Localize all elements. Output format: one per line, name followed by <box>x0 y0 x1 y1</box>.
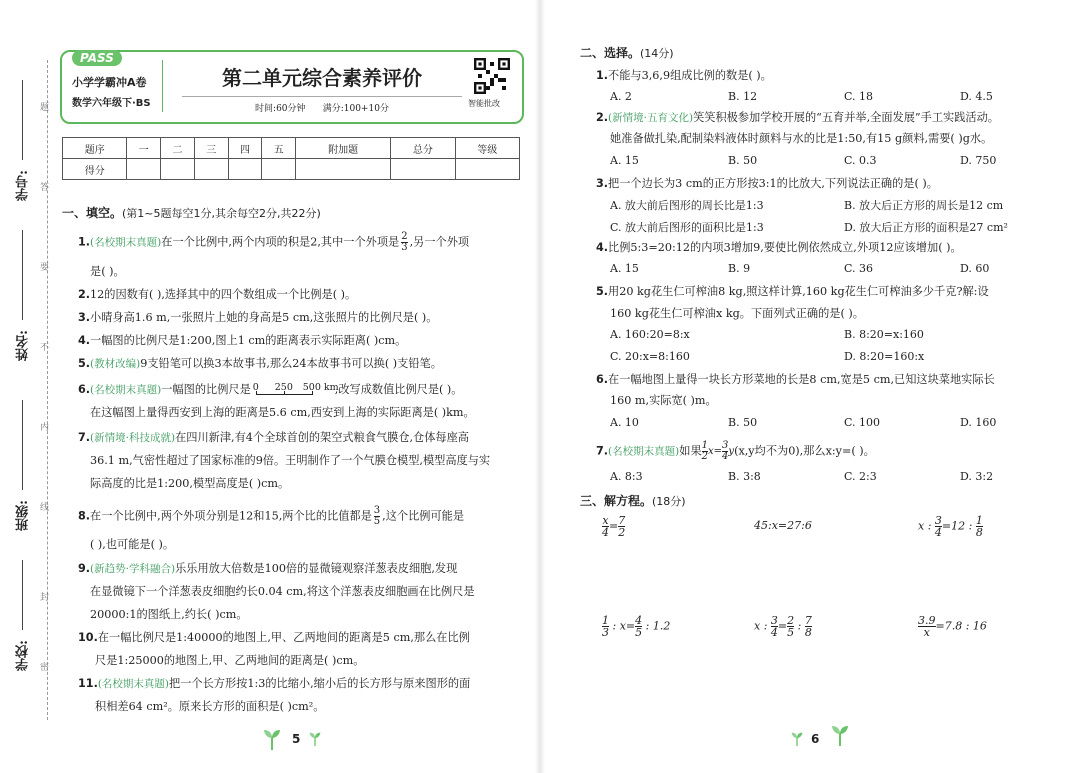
option-a[interactable]: A. 15 <box>610 154 639 167</box>
table-cell: 二 <box>161 138 195 159</box>
option-c[interactable]: C. 放大前后图形的面积比是1:3 <box>610 221 764 234</box>
score-table <box>62 137 520 180</box>
binding-char: 线 <box>40 503 50 513</box>
table-cell: 五 <box>262 138 296 159</box>
table-cell: 总分 <box>391 138 455 159</box>
question-9: 9.(新趋势·学科融合)乐乐用放大倍数是100倍的显微镜观察洋葱表皮细胞,发现 <box>78 562 458 575</box>
option-c[interactable]: C. 100 <box>844 416 881 429</box>
question-7: 7.(新情境·科技成就)在四川新津,有4个全球首创的架空式粮食气膜仓,仓体每座高 <box>78 431 469 444</box>
qr-label: 智能批改 <box>468 99 500 108</box>
choice-options-4 <box>610 262 1050 277</box>
question-9-cont2: 20000:1的图纸上,约长( )cm。 <box>90 608 248 621</box>
table-cell: 一 <box>127 138 161 159</box>
choice-options-3-row2 <box>610 219 1050 234</box>
exam-meta <box>182 96 462 114</box>
class-label: 班级: <box>16 500 31 531</box>
full-score: 满分:100+10分 <box>322 104 389 114</box>
table-cell: 题序 <box>63 138 127 159</box>
option-c[interactable]: C. 2:3 <box>844 470 877 483</box>
right-page <box>540 0 1080 773</box>
question-1-cont: 是( )。 <box>90 265 125 278</box>
option-d[interactable]: D. 750 <box>960 154 997 167</box>
sprout-icon <box>262 726 282 750</box>
choice-question-3: 3.把一个边长为3 cm的正方形按3:1的比放大,下列说法正确的是( )。 <box>596 177 938 190</box>
option-b[interactable]: B. 50 <box>728 154 758 167</box>
student-id-label: 学号: <box>16 170 31 201</box>
choice-question-2: 2.(新情境·五育文化)笑笑积极参加学校开展的“五育并举,全面发展”手工实践活动。 <box>596 111 999 124</box>
binding-char: 答 <box>40 183 50 193</box>
score-table-header-row <box>63 138 520 159</box>
equation-3: x : $\frac{3}{4}$ =12 : $\frac{1}{8}$ <box>918 514 983 539</box>
binding-char: 题 <box>40 103 50 113</box>
option-d[interactable]: D. 放大后正方形的面积是27 cm² <box>844 221 1008 234</box>
equation-4: $\frac{1}{3}$ : x= $\frac{4}{5}$ : 1.2 <box>602 614 671 639</box>
option-a[interactable]: A. 15 <box>610 262 639 275</box>
question-7-cont: 36.1 m,气密性超过了国家标准的9倍。王明制作了一个气膜仓模型,模型高度与实 <box>90 454 491 467</box>
binding-dashed-rule <box>47 60 48 720</box>
series-name: 小学学霸冲A卷 <box>72 76 147 89</box>
table-cell: 等级 <box>455 138 519 159</box>
option-b[interactable]: B. 9 <box>728 262 751 275</box>
sprout-icon <box>830 722 850 746</box>
question-10-cont: 尺是1:25000的地图上,甲、乙两地间的距离是( )cm。 <box>95 654 365 667</box>
option-d[interactable]: D. 8:20=160:x <box>844 350 925 363</box>
score-cell[interactable] <box>455 159 519 180</box>
time-limit: 时间:60分钟 <box>255 104 306 114</box>
question-3: 3.小晴身高1.6 m,一张照片上她的身高是5 cm,这张照片的比例尺是( )。 <box>78 311 438 324</box>
question-2: 2.12的因数有( ),选择其中的四个数组成一个比例是( )。 <box>78 288 357 301</box>
option-c[interactable]: C. 18 <box>844 90 874 103</box>
school-line <box>22 560 23 630</box>
choice-options-6 <box>610 416 1050 431</box>
question-5: 5.(教材改编)9支铅笔可以换3本故事书,那么24本故事书可以换( )支铅笔。 <box>78 357 442 370</box>
pass-logo: PASS <box>72 50 122 66</box>
fraction-3-5: $\frac{3}{5}$ <box>373 505 381 527</box>
equation-1: $\frac{x}{4}$ = $\frac{7}{2}$ <box>602 514 626 539</box>
binding-char: 密 <box>40 663 50 673</box>
exam-header <box>60 50 524 124</box>
option-d[interactable]: D. 4.5 <box>960 90 993 103</box>
qr-code-icon[interactable] <box>474 58 510 94</box>
question-6-cont: 在这幅图上量得西安到上海的距离是5.6 cm,西安到上海的实际距离是( )km。 <box>90 406 475 419</box>
equation-5: x : $\frac{3}{4}$ = $\frac{2}{5}$ : $\frac{7}{8}$ <box>754 614 812 639</box>
score-table-score-row <box>63 159 520 180</box>
binding-char: 封 <box>40 593 50 603</box>
fraction-2-3: $\frac{2}{3}$ <box>401 231 408 253</box>
choice-question-7: 7.(名校期末真题)如果 $\frac{1}{2}$ x= $\frac{3}{4}$ y(x,y均不为0),那么x:y=( )。 <box>596 440 875 462</box>
table-cell: 得分 <box>63 159 127 180</box>
score-cell[interactable] <box>161 159 195 180</box>
binding-char: 要 <box>40 263 50 273</box>
score-cell[interactable] <box>127 159 161 180</box>
question-4: 4.一幅图的比例尺是1:200,图上1 cm的距离表示实际距离( )cm。 <box>78 334 407 347</box>
binding-margin <box>0 60 60 740</box>
score-cell[interactable] <box>391 159 455 180</box>
class-line <box>22 400 23 490</box>
table-cell: 附加题 <box>296 138 391 159</box>
option-d[interactable]: D. 3:2 <box>960 470 994 483</box>
question-11: 11.(名校期末真题)把一个长方形按1:3的比缩小,缩小后的长方形与原来图形的面 <box>78 677 471 690</box>
question-8-cont: ( ),也可能是( )。 <box>90 538 175 551</box>
option-c[interactable]: C. 0.3 <box>844 154 877 167</box>
option-b[interactable]: B. 放大后正方形的周长是12 cm <box>844 199 1004 212</box>
section-title-fill-in: 一、填空。(第1~5题每空1分,其余每空2分,共22分) <box>62 206 321 220</box>
page-number: 5 <box>292 732 301 746</box>
choice-options-1 <box>610 90 1050 105</box>
choice-question-5-cont: 160 kg花生仁可榨油x kg。下面列式正确的是( )。 <box>610 307 864 320</box>
name-line <box>22 230 23 320</box>
option-a[interactable]: A. 160:20=8:x <box>610 328 690 341</box>
choice-options-5-row1 <box>610 328 1050 343</box>
option-b[interactable]: B. 50 <box>728 416 758 429</box>
choice-question-4: 4.比例5:3=20:12的内项3增加9,要使比例依然成立,外项12应该增加( )。 <box>596 241 962 254</box>
header-divider <box>162 60 163 112</box>
choice-options-3-row1 <box>610 197 1050 212</box>
score-cell[interactable] <box>194 159 228 180</box>
option-b[interactable]: B. 12 <box>728 90 758 103</box>
question-6: 6.(名校期末真题)一幅图的比例尺是 0 250 500 km ,改写成数值比例尺是( )。 <box>78 382 463 396</box>
score-cell[interactable] <box>296 159 391 180</box>
table-cell: 四 <box>228 138 262 159</box>
school-label: 学校: <box>16 640 31 671</box>
grade-label: 数学六年级下·BS <box>72 98 151 109</box>
option-c[interactable]: C. 36 <box>844 262 874 275</box>
sprout-icon <box>308 730 322 746</box>
option-a[interactable]: A. 8:3 <box>610 470 643 483</box>
choice-question-5: 5.用20 kg花生仁可榨油8 kg,照这样计算,160 kg花生仁可榨油多少千克?解:设 <box>596 285 989 298</box>
page-number: 6 <box>811 732 820 746</box>
student-id-line <box>22 80 23 160</box>
question-10: 10.在一幅比例尺是1:40000的地图上,甲、乙两地间的距离是5 cm,那么在比例 <box>78 631 470 644</box>
exam-title: 第二单元综合素养评价 <box>222 66 422 90</box>
option-d[interactable]: D. 160 <box>960 416 997 429</box>
option-c[interactable]: C. 20:x=8:160 <box>610 350 690 363</box>
option-a[interactable]: A. 10 <box>610 416 639 429</box>
question-1: 1.(名校期末真题)在一个比例中,两个内项的积是2,其中一个外项是 $\frac{2}{3}$ ,另一个外项 <box>78 231 470 253</box>
section-title-choice: 二、选择。(14分) <box>580 46 674 60</box>
choice-question-6-cont: 160 m,实际宽( )m。 <box>610 394 717 407</box>
option-a[interactable]: A. 2 <box>610 90 632 103</box>
choice-options-5-row2 <box>610 350 1050 365</box>
table-cell: 三 <box>194 138 228 159</box>
sprout-icon <box>790 730 804 746</box>
equation-6: $\frac{3.9}{x}$ =7.8 : 16 <box>918 614 987 639</box>
name-label: 姓名: <box>16 330 31 361</box>
line-scale: 0 250 500 km <box>252 382 339 393</box>
choice-question-2-cont: 她准备做扎染,配制染料液体时颜料与水的比是1:50,有15 g颜料,需要( )g水。 <box>610 132 993 145</box>
section-title-equations: 三、解方程。(18分) <box>580 494 686 508</box>
option-b[interactable]: B. 8:20=x:160 <box>844 328 924 341</box>
question-9-cont: 在显微镜下一个洋葱表皮细胞约长0.04 cm,将这个洋葱表皮细胞画在比例尺是 <box>90 585 475 598</box>
option-b[interactable]: B. 3:8 <box>728 470 761 483</box>
equation-2: 45:x=27:6 <box>754 519 812 532</box>
choice-options-2 <box>610 154 1050 169</box>
choice-question-1: 1.不能与3,6,9组成比例的数是( )。 <box>596 69 772 82</box>
option-d[interactable]: D. 60 <box>960 262 990 275</box>
binding-char: 内 <box>40 423 50 433</box>
score-cell[interactable] <box>262 159 296 180</box>
binding-char: 不 <box>40 343 50 353</box>
proportion-expression: $\frac{1}{2}$ x= $\frac{3}{4}$ y <box>701 440 735 462</box>
option-a[interactable]: A. 放大前后图形的周长比是1:3 <box>610 199 764 212</box>
choice-question-6: 6.在一幅地图上量得一块长方形菜地的长是8 cm,宽是5 cm,已知这块菜地实际长 <box>596 373 995 386</box>
question-8: 8.在一个比例中,两个外项分别是12和15,两个比的比值都是 $\frac{3}{5}$ ,这个比例可能是 <box>78 505 465 527</box>
choice-options-7 <box>610 470 1050 485</box>
question-7-cont2: 际高度的比是1:200,模型高度是( )cm。 <box>90 477 290 490</box>
score-cell[interactable] <box>228 159 262 180</box>
question-11-cont: 积相差64 cm²。原来长方形的面积是( )cm²。 <box>95 700 325 713</box>
